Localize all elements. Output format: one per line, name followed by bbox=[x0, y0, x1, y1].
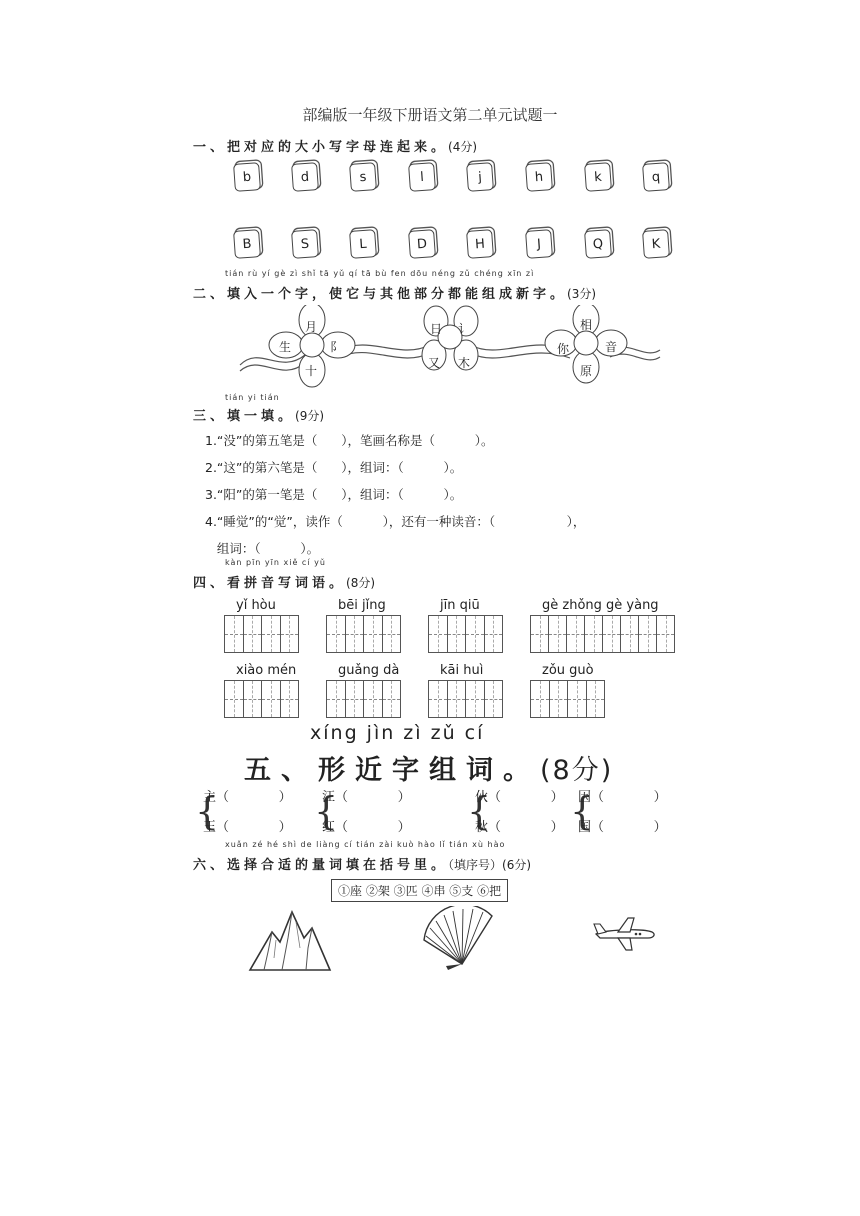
pair-first-char[interactable]: 江（ ） bbox=[322, 790, 411, 805]
mountain-icon bbox=[246, 908, 334, 974]
section-5-points: (8分) bbox=[540, 755, 614, 786]
grid-cell[interactable] bbox=[346, 681, 365, 717]
grid-cell[interactable] bbox=[549, 616, 567, 652]
section-2-pinyin: tián rù yí gè zì shǐ tā yǔ qí tā bù fen dōu néng zǔ chéng xīn zì bbox=[225, 269, 535, 278]
section-1-heading bbox=[193, 136, 477, 155]
flower-3-right-char: 音 bbox=[605, 340, 618, 354]
grid-cell[interactable] bbox=[485, 681, 503, 717]
grid-cell[interactable] bbox=[244, 681, 263, 717]
grid-cell[interactable] bbox=[603, 616, 621, 652]
grid-cell[interactable] bbox=[585, 616, 603, 652]
grid-cell[interactable] bbox=[327, 616, 346, 652]
grid-cell[interactable] bbox=[568, 681, 587, 717]
writing-grid[interactable] bbox=[224, 615, 299, 653]
uppercase-letter-card[interactable]: H bbox=[466, 229, 494, 259]
flower-2-bottom-char: 木 bbox=[458, 356, 471, 370]
grid-cell[interactable] bbox=[429, 616, 448, 652]
grid-cell[interactable] bbox=[448, 616, 467, 652]
word-pinyin: bēi jǐng bbox=[338, 598, 386, 613]
question-3: 3.“阳”的第一笔是（ ），组词：（ ）。 bbox=[205, 487, 463, 502]
section-4-pinyin: kàn pīn yīn xiě cí yǔ bbox=[225, 558, 326, 567]
uppercase-letter-card[interactable]: J bbox=[525, 229, 553, 259]
uppercase-letter-card[interactable]: S bbox=[291, 229, 319, 259]
folding-fan-icon bbox=[418, 906, 498, 972]
lowercase-letter-card[interactable]: b bbox=[233, 162, 261, 192]
lowercase-letter-card[interactable]: j bbox=[466, 162, 494, 192]
grid-cell[interactable] bbox=[364, 681, 383, 717]
grid-cell[interactable] bbox=[225, 681, 244, 717]
grid-cell[interactable] bbox=[639, 616, 657, 652]
section-3-pinyin: tián yi tián bbox=[225, 393, 280, 402]
section-2-heading-text: 二、填入一个字，使它与其他部分都能组成新字。 bbox=[193, 287, 568, 302]
word-pinyin: zǒu guò bbox=[542, 663, 594, 678]
grid-cell[interactable] bbox=[587, 681, 605, 717]
section-1-heading-text: 一、把对应的大小写字母连起来。 bbox=[193, 140, 449, 155]
section-6-paren: （填序号） bbox=[448, 858, 503, 872]
uppercase-letter-card[interactable]: Q bbox=[584, 229, 612, 259]
writing-grid[interactable] bbox=[530, 615, 675, 653]
lowercase-letter-card[interactable]: q bbox=[642, 162, 670, 192]
writing-grid[interactable] bbox=[326, 615, 401, 653]
uppercase-letter-card[interactable]: D bbox=[408, 229, 436, 259]
grid-cell[interactable] bbox=[429, 681, 448, 717]
pair-first-char[interactable]: 因（ ） bbox=[578, 790, 667, 805]
grid-cell[interactable] bbox=[281, 616, 299, 652]
grid-cell[interactable] bbox=[466, 616, 485, 652]
lowercase-letter-card[interactable]: k bbox=[584, 162, 612, 192]
flower-2-right-char: 讠 bbox=[458, 322, 471, 336]
grid-cell[interactable] bbox=[485, 616, 503, 652]
section-6-heading-text: 六、选择合适的量词填在括号里。 bbox=[193, 858, 449, 873]
brace-icon: { bbox=[195, 789, 220, 833]
flower-1-top-char: 月 bbox=[305, 320, 318, 334]
lowercase-letter-card[interactable]: h bbox=[525, 162, 553, 192]
lowercase-letter-card[interactable]: d bbox=[291, 162, 319, 192]
word-pinyin: guǎng dà bbox=[338, 663, 400, 678]
uppercase-letter-card[interactable]: L bbox=[349, 229, 377, 259]
section-4-heading-text: 四、看拼音写词语。 bbox=[193, 576, 347, 591]
flower-2-left-char: 又 bbox=[428, 356, 441, 370]
section-2-heading bbox=[193, 283, 596, 302]
grid-cell[interactable] bbox=[327, 681, 346, 717]
pair-first-char[interactable]: 伙（ ） bbox=[475, 790, 564, 805]
word-pinyin: xiào mén bbox=[236, 663, 297, 678]
question-4: 4.“睡觉”的“觉”，读作（ ），还有一种读音：（ ）， bbox=[205, 514, 586, 529]
grid-cell[interactable] bbox=[225, 616, 244, 652]
word-pinyin: gè zhǒng gè yàng bbox=[542, 598, 659, 613]
word-pinyin: jīn qiū bbox=[440, 598, 480, 613]
grid-cell[interactable] bbox=[383, 681, 401, 717]
word-pinyin: yǐ hòu bbox=[236, 598, 276, 613]
lowercase-letter-card[interactable]: l bbox=[408, 162, 436, 192]
pair-second-char[interactable]: 王（ ） bbox=[203, 820, 292, 835]
measure-word-options: ①座 ②架 ③匹 ④串 ⑤支 ⑥把 bbox=[331, 879, 508, 902]
grid-cell[interactable] bbox=[244, 616, 263, 652]
section-4-points: (8分) bbox=[346, 576, 376, 590]
question-2: 2.“这”的第六笔是（ ），组词：（ ）。 bbox=[205, 460, 463, 475]
flower-2-top-char: 日 bbox=[430, 322, 443, 336]
writing-grid[interactable] bbox=[326, 680, 401, 718]
flower-ribbon-illustration bbox=[230, 305, 670, 395]
pair-second-char[interactable]: 国（ ） bbox=[578, 820, 667, 835]
section-2-points: (3分) bbox=[567, 287, 597, 301]
writing-grid[interactable] bbox=[530, 680, 605, 718]
section-3-heading bbox=[193, 405, 324, 424]
section-6-points: (6分) bbox=[502, 858, 532, 872]
pair-first-char[interactable]: 主（ ） bbox=[203, 790, 292, 805]
section-1-points: (4分) bbox=[448, 140, 478, 154]
question-4-continued: 组词：（ ）。 bbox=[205, 541, 320, 556]
grid-cell[interactable] bbox=[448, 681, 467, 717]
flower-1-right-char: 阝 bbox=[330, 340, 343, 354]
flower-1-bottom-char: 十 bbox=[305, 364, 318, 378]
pair-second-char[interactable]: 红（ ） bbox=[322, 820, 411, 835]
grid-cell[interactable] bbox=[531, 616, 549, 652]
grid-cell[interactable] bbox=[621, 616, 639, 652]
writing-grid[interactable] bbox=[428, 615, 503, 653]
grid-cell[interactable] bbox=[383, 616, 401, 652]
pair-second-char[interactable]: 秋（ ） bbox=[475, 820, 564, 835]
section-5-heading-text: 五、形近字组词。 bbox=[244, 755, 540, 786]
flower-3-top-char: 相 bbox=[580, 318, 593, 332]
brace-icon: { bbox=[467, 789, 492, 833]
flower-1-left-char: 生 bbox=[279, 340, 292, 354]
airplane-icon bbox=[592, 914, 658, 954]
page-title: 部编版一年级下册语文第二单元试题一 bbox=[302, 106, 558, 124]
grid-cell[interactable] bbox=[262, 616, 281, 652]
grid-cell[interactable] bbox=[657, 616, 674, 652]
grid-cell[interactable] bbox=[531, 681, 550, 717]
writing-grid[interactable] bbox=[428, 680, 503, 718]
grid-cell[interactable] bbox=[281, 681, 299, 717]
writing-grid[interactable] bbox=[224, 680, 299, 718]
lowercase-letter-card[interactable]: s bbox=[349, 162, 377, 192]
grid-cell[interactable] bbox=[550, 681, 569, 717]
grid-cell[interactable] bbox=[346, 616, 365, 652]
section-5-pinyin: xíng jìn zì zǔ cí bbox=[310, 722, 485, 744]
grid-cell[interactable] bbox=[567, 616, 585, 652]
brace-icon: { bbox=[314, 789, 339, 833]
section-3-points: (9分) bbox=[295, 409, 325, 423]
grid-cell[interactable] bbox=[466, 681, 485, 717]
flower-3-bottom-char: 原 bbox=[580, 364, 593, 378]
question-1: 1.“没”的第五笔是（ ），笔画名称是（ ）。 bbox=[205, 433, 494, 448]
brace-icon: { bbox=[570, 789, 595, 833]
section-4-heading bbox=[193, 572, 375, 591]
section-6-heading bbox=[193, 854, 531, 873]
uppercase-letter-card[interactable]: K bbox=[642, 229, 670, 259]
section-3-heading-text: 三、填一填。 bbox=[193, 409, 296, 424]
word-pinyin: kāi huì bbox=[440, 663, 484, 678]
uppercase-letter-card[interactable]: B bbox=[233, 229, 261, 259]
grid-cell[interactable] bbox=[262, 681, 281, 717]
section-6-pinyin: xuǎn zé hé shì de liàng cí tián zài kuò hào lǐ tián xù hào bbox=[225, 840, 506, 849]
grid-cell[interactable] bbox=[364, 616, 383, 652]
flower-3-left-char: 你 bbox=[557, 342, 570, 356]
